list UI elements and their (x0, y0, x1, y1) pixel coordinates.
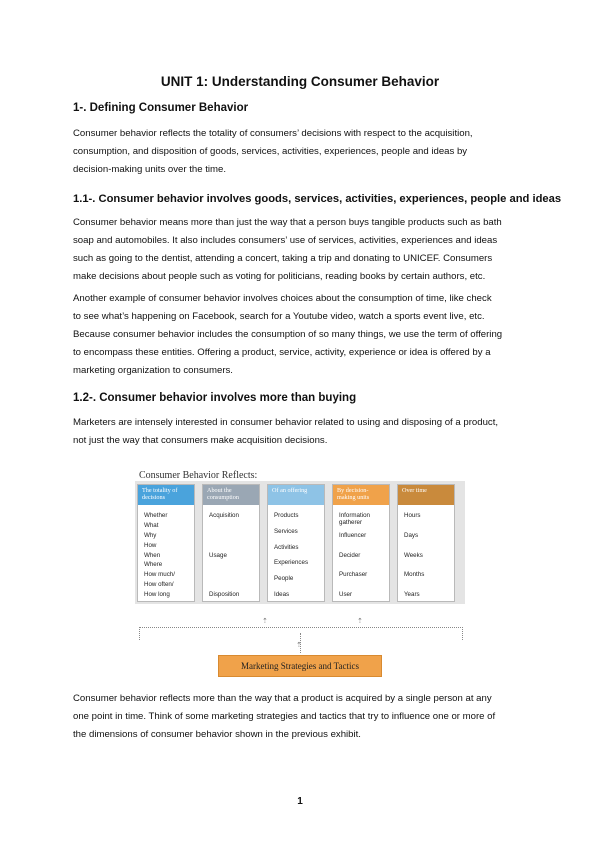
column-header: By decision-making units (333, 485, 389, 505)
column-item: Ideas (274, 591, 290, 598)
text-line: Consumer behavior reflects the totality of consumers’ decisions with respect to the acquisition, (73, 128, 473, 139)
page-title: UNIT 1: Understanding Consumer Behavior (160, 74, 440, 89)
connector-line (300, 633, 301, 653)
figure-column-time (397, 484, 455, 602)
column-item: Experiences (274, 559, 309, 567)
text-line: marketing organization to consumers. (73, 365, 233, 376)
text-line: to encompass these entities. Offering a product, service, activity, experience or idea is offered by a (73, 347, 491, 358)
section-1-1-paragraph-2 (73, 290, 527, 380)
column-item: Activities (274, 543, 299, 551)
column-item: Decider (339, 551, 361, 559)
column-item: Usage (209, 551, 227, 559)
column-item: People (274, 575, 294, 583)
column-item: Information gatherer (339, 512, 370, 526)
figure-column-consumption (202, 484, 260, 602)
column-header: About the consumption (203, 485, 259, 505)
column-item: When (144, 551, 161, 559)
column-item: Influencer (339, 531, 367, 539)
text-line: the dimensions of consumer behavior shown in the previous exhibit. (73, 729, 361, 740)
column-item: Services (274, 527, 298, 535)
column-item: Whether (144, 512, 168, 519)
text-line: Consumer behavior means more than just the way that a person buys tangible products such as bath (73, 217, 502, 228)
section-heading-1: 1-. Defining Consumer Behavior (73, 102, 249, 114)
text-line: Consumer behavior reflects more than the way that a product is acquired by a single person at any (73, 693, 492, 704)
text-line: soap and automobiles. It also includes consumers’ use of services, activities, experiences and ideas (73, 235, 498, 246)
column-item: Products (274, 512, 299, 519)
column-header: The totality of decisions (138, 485, 194, 505)
column-item: Days (404, 531, 419, 539)
closing-paragraph (73, 690, 527, 744)
text-line: consumption, and disposition of goods, services, activities, experiences, people and ideas by (73, 146, 468, 157)
column-item: Purchaser (339, 571, 368, 579)
column-item: Weeks (404, 551, 423, 559)
column-item: Months (404, 571, 425, 579)
section-heading-1-1: 1.1-. Consumer behavior involves goods, services, activities, experiences, people and ideas (73, 193, 562, 205)
text-line: decision-making units over the time. (73, 164, 227, 175)
column-item: How long (144, 591, 170, 598)
figure-title: Consumer Behavior Reflects: (139, 470, 258, 481)
marketing-strategies-box: Marketing Strategies and Tactics (218, 655, 382, 677)
section-1-1-paragraph-1 (73, 214, 527, 286)
figure-column-decisions (137, 484, 195, 602)
text-line: Because consumer behavior includes the consumption of so many things, we use the term of offering (73, 329, 503, 340)
text-line: Another example of consumer behavior involves choices about the consumption of time, like check (73, 293, 492, 304)
column-item: What (144, 521, 159, 529)
column-item: Acquisition (209, 512, 239, 519)
figure-column-offering (267, 484, 325, 602)
column-item: How much/ (144, 571, 175, 579)
column-header: Of an offering (268, 485, 324, 505)
column-item: Why (144, 531, 157, 539)
text-line: such as going to the dentist, attending a concert, taking a trip and donating to UNICEF. Consumers (73, 253, 493, 264)
text-line: to see what’s happening on Facebook, search for a Youtube video, watch a sports event live, etc. (73, 311, 485, 322)
consumer-behavior-figure (135, 470, 465, 680)
column-item: User (339, 591, 353, 598)
column-header: Over time (398, 485, 454, 505)
arrow-up-icon: ⇡ (357, 618, 363, 625)
figure-column-decision-units (332, 484, 390, 602)
section-1-paragraph (73, 125, 527, 179)
page-number: 1 (297, 796, 303, 807)
text-line: one point in time. Think of some marketing strategies and tactics that try to influence one or more of (73, 711, 496, 722)
section-heading-1-2: 1.2-. Consumer behavior involves more than buying (73, 392, 357, 404)
arrow-up-icon: ⇡ (296, 642, 302, 649)
connector-line (139, 627, 463, 640)
column-item: How often/ (144, 581, 174, 589)
text-line: Marketers are intensely interested in consumer behavior related to using and disposing of a product, (73, 417, 499, 428)
column-item: Years (404, 591, 420, 598)
text-line: not just the way that consumers make acquisition decisions. (73, 435, 328, 446)
column-item: Disposition (209, 591, 240, 598)
column-item: Hours (404, 512, 421, 519)
arrow-up-icon: ⇡ (262, 618, 268, 625)
section-1-2-paragraph (73, 414, 527, 450)
column-item: Where (144, 561, 163, 569)
text-line: make decisions about people such as voting for politicians, reading books by certain authors, etc. (73, 271, 486, 282)
column-item: How (144, 541, 157, 549)
